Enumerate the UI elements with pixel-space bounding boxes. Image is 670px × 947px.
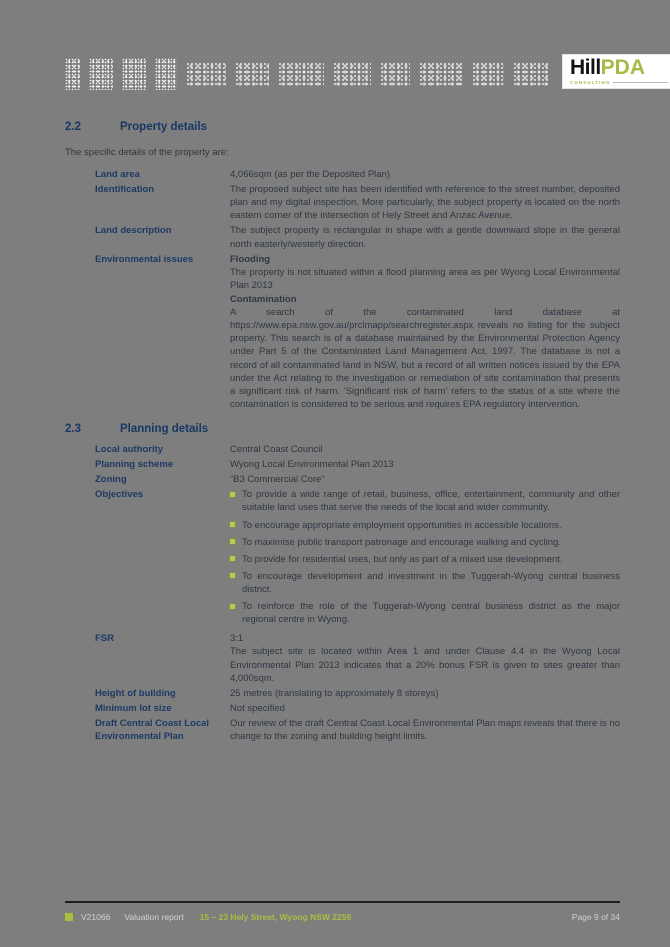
header-noise-block [122,58,146,90]
table-row [65,687,620,700]
section-heading-property-details [65,121,620,133]
row-label: Land description [95,225,172,237]
header-noise-block [333,62,371,87]
row-value [230,717,620,743]
hillpda-logo [563,55,670,88]
bullet-icon [230,604,235,609]
row-label: FSR [95,633,114,645]
footer-row [65,912,620,922]
flooding-text: The property is not situated within a flood planning area as per Wyong Local Environmental Plan 2013 [230,266,620,291]
table-row [65,253,620,411]
row-label: Draft Central Coast Local Environmental Plan [95,717,210,743]
row-value [230,253,620,411]
draft-lep-value: Our review of the draft Central Coast Local Environmental Plan maps reveals that there is no change to the zoning and building height limits. [230,717,620,743]
table-row [65,183,620,222]
property-details-intro: The specific details of the property are: [65,147,229,158]
min-lot-size-value: Not specified [230,702,285,714]
header-noise-block [472,62,504,87]
section-number: 2.2 [65,121,81,133]
bullet-icon [230,539,235,544]
section-title: Planning details [120,422,209,435]
bullet-icon [230,573,235,578]
row-value [230,443,620,456]
fsr-value: 3:1 [230,633,244,645]
table-row [65,473,620,486]
land-description-value: The subject property is rectangular in shape with a gentle downward slope in the general north easterly/westerly direction. [230,225,620,250]
bullet-icon [230,492,235,497]
row-label: Zoning [95,474,127,486]
bullet-icon [230,556,235,561]
logo-rule [613,82,668,83]
page-header [65,55,646,97]
list-item [230,488,620,514]
footer-page-number: Page 9 of 34 [571,912,620,922]
objective-text: To provide for residential uses, but only as part of a mixed use development. [242,553,563,565]
header-noise-block [65,58,80,90]
height-value: 25 metres (translating to approximately 8 storeys) [230,687,439,699]
objective-text: To encourage development and investment in the Tuggerah-Wyong central business district. [242,570,620,595]
row-label: Identification [95,184,155,196]
footer-reference: V21066 [81,912,111,922]
footer-doc-type: Valuation report [124,912,184,922]
table-row [65,443,620,456]
contamination-heading: Contamination [230,293,297,305]
row-label: Local authority [95,443,164,455]
identification-value: The proposed subject site has been identified with reference to the street number, deposited plan and my digital inspection. More particularly, the subject property is located on the north eastern corner of the intersection of Hely Street and Anzac Avenue. [230,184,620,222]
list-item [230,570,620,596]
objective-text: To reinforce the role of the Tuggerah-Wyong central business district as the major regional centre in Wyong. [242,601,620,626]
table-row [65,458,620,471]
header-noise-block [89,58,113,90]
land-area-value: 4,066sqm (as per the Deposited Plan) [230,169,391,180]
logo-tagline-text: CONSULTING [570,80,611,85]
bullet-icon [230,522,235,527]
list-item [230,519,620,532]
row-value [230,488,620,630]
hillpda-logo-wordmark [570,57,670,79]
footer-address: 15 – 23 Hely Street, Wyong NSW 2259 [199,912,352,922]
list-item [230,600,620,626]
row-value [230,458,620,471]
row-label: Minimum lot size [95,702,172,714]
objectives-list [230,488,620,626]
header-noise-block [513,62,549,87]
row-value [230,702,620,715]
section-title: Property details [120,121,207,133]
footer-divider [65,901,620,903]
footer-square-icon [65,913,73,921]
row-value [230,473,620,486]
list-item [230,553,620,566]
hillpda-logo-tagline-row [570,80,670,85]
table-row [65,488,620,630]
objective-text: To maximise public transport patronage and encourage walking and cycling. [242,536,561,548]
header-noise-block [155,58,177,90]
table-row [65,224,620,250]
page-footer [65,901,620,922]
list-item [230,536,620,549]
table-row [65,717,620,743]
row-value [230,224,620,250]
contamination-text: A search of the contaminated land database at https://www.epa.nsw.gov.au/prclmapp/searchregister.aspx reveals no listing for the subject property. This search is of a database maintained by the Environmental Protection Agency under Part 5 of the Contaminated Land Management Act, 1997. The database is not a record of all contaminated land in NSW, but a record of all written notices issued by the EPA under the Act relating to the investigation or remediation of site contamination that presents a significant risk of harm. 'Significant risk of harm' refers to the status of a site where the contamination is considered to be serious and requires EPA regulatory intervention. [230,307,620,410]
table-row [65,702,620,715]
objective-text: To encourage appropriate employment opportunities in accessible locations. [242,519,562,531]
row-label: Planning scheme [95,459,174,471]
row-value [230,632,620,684]
zoning-value: “B3 Commercial Core” [230,474,325,486]
flooding-heading: Flooding [230,253,271,265]
section-heading-planning-details [65,423,620,435]
logo-pda-text: PDA [600,56,646,79]
table-row [65,168,620,181]
header-noise-block [235,62,269,87]
planning-scheme-value: Wyong Local Environmental Plan 2013 [230,459,394,471]
planning-details-table [65,443,620,743]
row-label: Environmental issues [95,253,194,265]
header-noise-block [380,62,410,87]
row-label: Land area [95,169,140,180]
header-noise [65,55,549,90]
section-number: 2.3 [65,422,81,435]
local-authority-value: Central Coast Council [230,443,323,455]
property-details-table [65,168,620,411]
objective-text: To provide a wide range of retail, business, office, entertainment, community and other suitable land uses that serve the needs of the local and wider community. [242,489,620,514]
row-label: Height of building [95,687,176,699]
row-value [230,687,620,700]
header-noise-block [186,62,226,87]
row-value [230,168,620,181]
header-noise-block [278,62,324,87]
header-noise-block [419,62,463,87]
row-value [230,183,620,222]
table-row [65,632,620,684]
fsr-note: The subject site is located within Area 1 and under Clause 4.4 in the Wyong Local Environmental Plan 2013 indicates that a 20% bonus FSR is given to sites greater than 4,000sqm. [230,646,620,684]
row-label: Objectives [95,489,144,501]
logo-hill-text: Hill [570,56,601,79]
